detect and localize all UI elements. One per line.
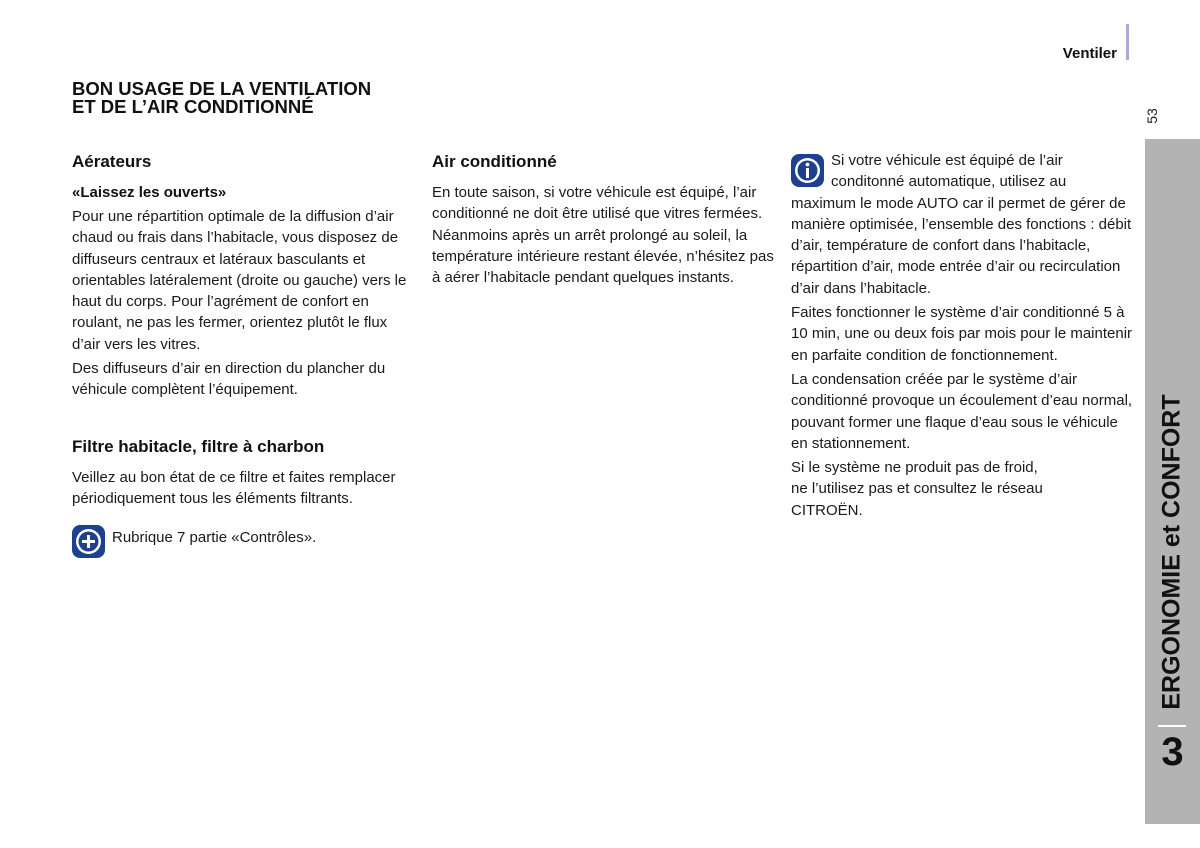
- paragraph: Pour une répartition optimale de la diffusion d’air chaud ou frais dans l’habitacle, vous disposez de diffuseurs centraux et latéraux basculants et orientables latéralement (droite ou gauche) vers le haut du corps. Pour l’agrément de confort en roulant, ne pas les fermer, orientez plutôt le flux d’air vers les vitres.: [72, 208, 407, 353]
- column-middle: [432, 150, 777, 291]
- page-title: BON USAGE DE LA VENTILATION ET DE L’AIR CONDITIONNÉ: [72, 78, 372, 117]
- paragraph-line: ne l’utilisez pas et consultez le réseau: [791, 480, 1043, 498]
- cross-reference: [72, 527, 417, 563]
- info-line: conditonné automatique, utilisez au: [831, 173, 1067, 191]
- section-title: Ventiler: [1062, 45, 1117, 62]
- paragraph-line: Si le système ne produit pas de froid,: [791, 459, 1038, 477]
- paragraph: Faites fonctionner le système d’air conditionné 5 à 10 min, une ou deux fois par mois pour le maintenir en parfaite condition de fonctionnement.: [791, 304, 1133, 364]
- paragraph: Des diffuseurs d’air en direction du plancher du véhicule complètent l’équipement.: [72, 360, 386, 399]
- info-paragraph: maximum le mode AUTO car il permet de gérer de manière optimisée, l’ensemble des fonctions : débit d’air, température de confort dans l’habitacle, répartition d’air, mode entrée d’air ou recirculation d’air dans l’habitacle.: [791, 194, 1132, 297]
- section-heading-air-conditionne: Air conditionné: [432, 152, 557, 171]
- cross-reference-text: Rubrique 7 partie «Contrôles».: [112, 529, 317, 547]
- chapter-label: ERGONOMIE et CONFORT: [1157, 394, 1186, 710]
- plus-circle-icon: [72, 525, 105, 558]
- chapter-divider: [1158, 725, 1186, 727]
- section-heading-filtre: Filtre habitacle, filtre à charbon: [72, 436, 325, 456]
- column-right: [791, 150, 1136, 521]
- paragraph-line: CITROËN.: [791, 501, 863, 519]
- subheading-laissez-ouverts: «Laissez les ouverts»: [72, 184, 227, 201]
- page-number: 53: [1144, 108, 1160, 124]
- paragraph: En toute saison, si votre véhicule est équipé, l’air conditionné ne doit être utilisé que vitres fermées. Néanmoins après un arrêt prolongé au soleil, la température intérieure restant élevée, n’hésitez pas à aérer l’habitacle pendant quelques instants.: [432, 184, 774, 287]
- info-line: Si votre véhicule est équipé de l’air: [831, 152, 1063, 169]
- header-divider: [1126, 24, 1129, 60]
- paragraph: Veillez au bon état de ce filtre et faites remplacer périodiquement tous les éléments filtrants.: [72, 468, 396, 507]
- paragraph: La condensation créée par le système d’air conditionné provoque un écoulement d’eau normal, pouvant former une flaque d’eau sous le véhicule en stationnement.: [791, 370, 1133, 452]
- chapter-number: 3: [1161, 730, 1184, 774]
- section-heading-aerateurs: Aérateurs: [72, 152, 152, 171]
- info-note: [791, 150, 1136, 299]
- column-left: [72, 150, 417, 563]
- info-icon: [791, 154, 824, 187]
